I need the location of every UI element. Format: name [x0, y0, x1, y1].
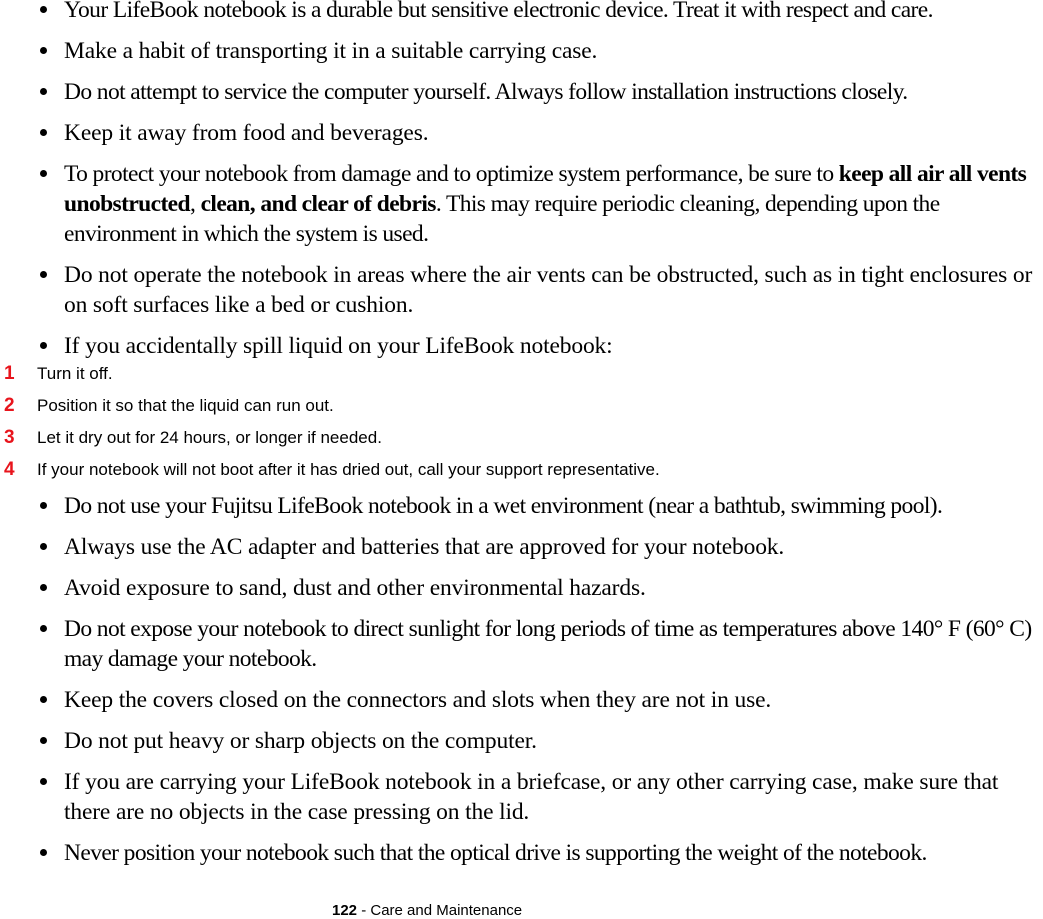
bullet-item: Never position your notebook such that the optical drive is supporting the weight of the notebook.: [0, 838, 1043, 868]
vent-text-1: To protect your notebook from damage and to optimize system performance, be sure to: [64, 161, 839, 187]
vent-bold-2: clean, and clear of debris: [200, 191, 436, 217]
step-text: Position it so that the liquid can run out.: [37, 396, 334, 415]
bullet-item: If you are carrying your LifeBook notebook in a briefcase, or any other carrying case, make sure that there are no objects in the case pressing on the lid.: [0, 767, 1043, 827]
bullet-item: Do not expose your notebook to direct sunlight for long periods of time as temperatures above 140° F (60° C) may damage your notebook.: [0, 614, 1043, 674]
step-number: 1: [4, 363, 15, 384]
step-item: [0, 457, 1043, 489]
footer-section-title: Care and Maintenance: [370, 902, 523, 919]
step-number: 4: [4, 459, 15, 480]
bullet-list-top: [0, 0, 1043, 372]
step-text: If your notebook will not boot after it has dried out, call your support representative.: [37, 460, 660, 479]
step-text: Turn it off.: [37, 364, 113, 383]
step-text: Let it dry out for 24 hours, or longer if needed.: [37, 428, 382, 447]
step-number: 2: [4, 395, 15, 416]
bullet-item: Do not put heavy or sharp objects on the computer.: [0, 726, 1043, 756]
bullet-item: Your LifeBook notebook is a durable but sensitive electronic device. Treat it with respect and care.: [0, 0, 1043, 25]
page-footer: [332, 902, 522, 919]
bullet-item: If you accidentally spill liquid on your LifeBook notebook:: [0, 331, 1043, 361]
footer-separator: -: [357, 902, 371, 919]
bullet-item: Do not operate the notebook in areas where the air vents can be obstructed, such as in tight enclosures or on soft surfaces like a bed or cushion.: [0, 260, 1043, 320]
vent-bold-1: keep all air all vents unobstructed: [64, 161, 1027, 217]
bullet-item: Always use the AC adapter and batteries that are approved for your notebook.: [0, 532, 1043, 562]
step-number: 3: [4, 427, 15, 448]
bullet-item: Do not attempt to service the computer yourself. Always follow installation instructions closely.: [0, 77, 1043, 107]
step-item: [0, 393, 1043, 425]
page-number: 122: [332, 902, 358, 919]
bullet-list-bottom: [0, 491, 1043, 879]
vent-text-3: . This may require periodic cleaning, depending upon the environment in which the system is used.: [64, 191, 940, 247]
bullet-item: Do not use your Fujitsu LifeBook notebook in a wet environment (near a bathtub, swimming pool).: [0, 491, 1043, 521]
step-item: [0, 425, 1043, 457]
bullet-item: Make a habit of transporting it in a suitable carrying case.: [0, 36, 1043, 66]
step-item: [0, 361, 1043, 393]
bullet-item-vents: [0, 159, 1043, 249]
bullet-item: Keep the covers closed on the connectors and slots when they are not in use.: [0, 685, 1043, 715]
bullet-item: Avoid exposure to sand, dust and other environmental hazards.: [0, 573, 1043, 603]
numbered-steps: [0, 361, 1043, 489]
bullet-item: Keep it away from food and beverages.: [0, 118, 1043, 148]
vent-text-2: ,: [190, 191, 201, 217]
